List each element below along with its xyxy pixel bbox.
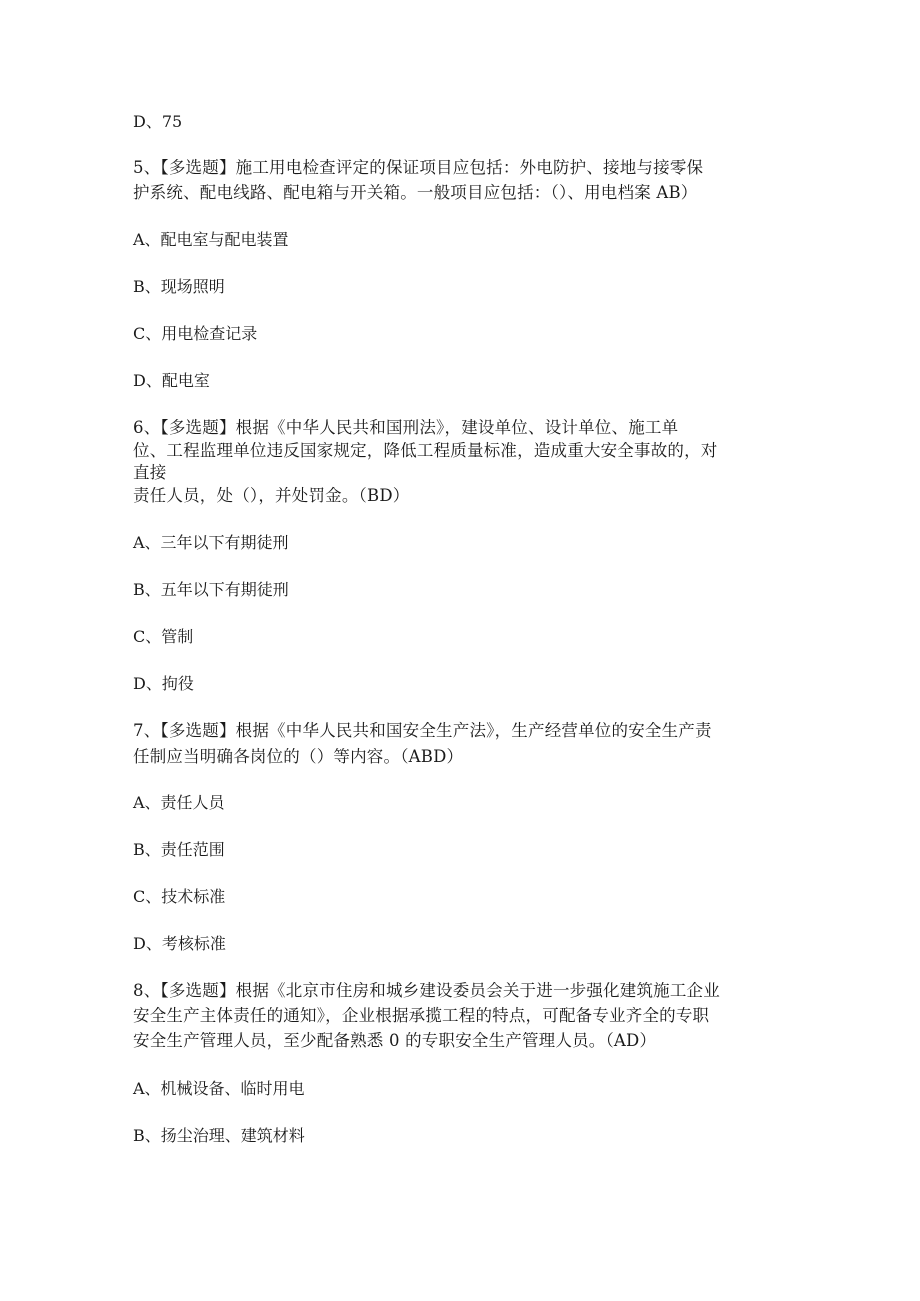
option-line: D、75 bbox=[133, 112, 183, 131]
question-6-line-1: 6、【多选题】根据《中华人民共和国刑法》，建设单位、设计单位、施工单 bbox=[133, 418, 679, 437]
question-6-line-3: 直接 bbox=[133, 463, 167, 482]
option-line: B、现场照明 bbox=[133, 277, 225, 296]
question-7-line-1: 7、【多选题】根据《中华人民共和国安全生产法》，生产经营单位的安全生产责 bbox=[133, 721, 712, 740]
question-8-line-2: 安全生产主体责任的通知》，企业根据承揽工程的特点，可配备专业齐全的专职 bbox=[133, 1006, 710, 1025]
question-6-line-4: 责任人员，处（），并处罚金。（BD） bbox=[133, 486, 410, 505]
option-line: C、技术标准 bbox=[133, 887, 226, 906]
option-line: D、配电室 bbox=[133, 371, 210, 390]
option-line: C、用电检查记录 bbox=[133, 324, 258, 343]
question-5-line-1: 5、【多选题】施工用电检查评定的保证项目应包括：外电防护、接地与接零保 bbox=[133, 158, 704, 177]
question-6-line-2: 位、工程监理单位违反国家规定，降低工程质量标准，造成重大安全事故的，对 bbox=[133, 441, 718, 460]
option-line: B、扬尘治理、建筑材料 bbox=[133, 1126, 305, 1145]
question-7-line-2: 任制应当明确各岗位的（）等内容。（ABD） bbox=[133, 747, 464, 766]
question-8-line-3: 安全生产管理人员，至少配备熟悉 0 的专职安全生产管理人员。（AD） bbox=[133, 1031, 657, 1050]
option-line: A、配电室与配电装置 bbox=[133, 230, 289, 249]
option-line: B、五年以下有期徒刑 bbox=[133, 580, 289, 599]
option-line: C、管制 bbox=[133, 627, 194, 646]
option-line: B、责任范围 bbox=[133, 840, 225, 859]
question-8-line-1: 8、【多选题】根据《北京市住房和城乡建设委员会关于进一步强化建筑施工企业 bbox=[133, 981, 720, 1000]
question-5-line-2: 护系统、配电线路、配电箱与开关箱。一般项目应包括：（）、用电档案 AB） bbox=[133, 183, 698, 202]
option-line: D、拘役 bbox=[133, 674, 194, 693]
option-line: A、三年以下有期徒刑 bbox=[133, 533, 289, 552]
option-line: D、考核标准 bbox=[133, 934, 226, 953]
option-line: A、责任人员 bbox=[133, 793, 225, 812]
option-line: A、机械设备、临时用电 bbox=[133, 1079, 305, 1098]
